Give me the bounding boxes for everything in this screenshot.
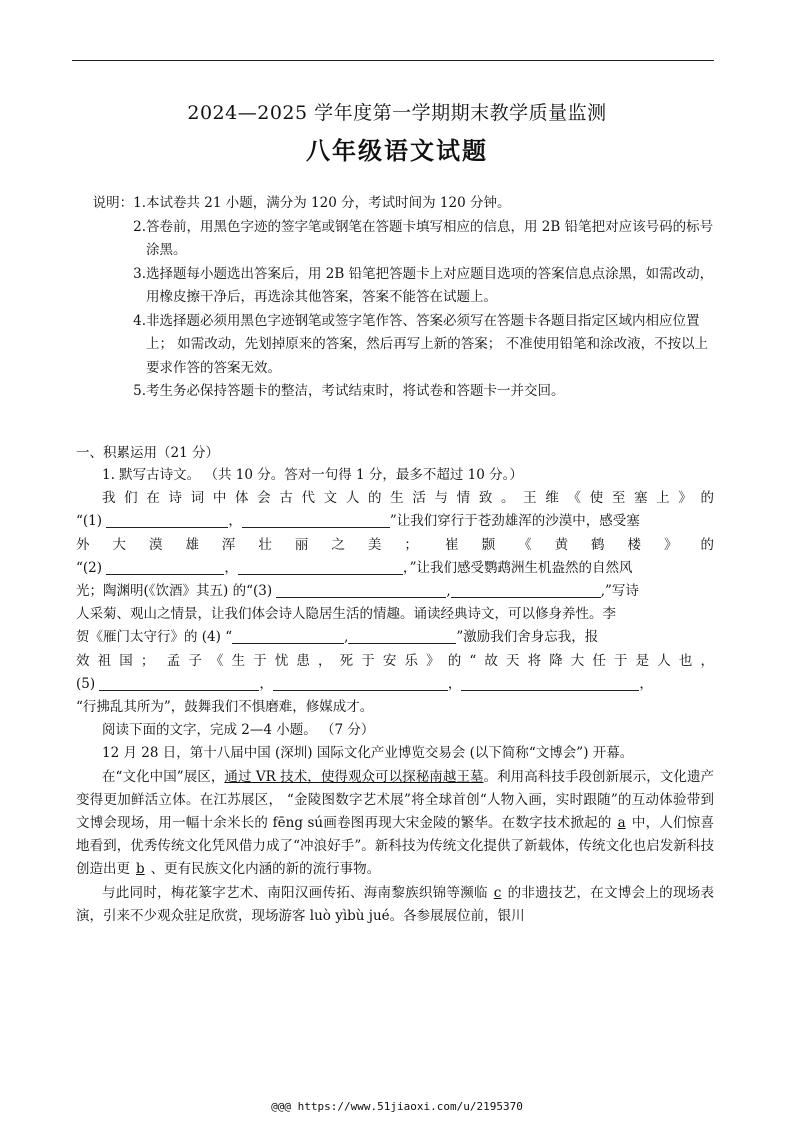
reading-paragraph <box>76 882 714 928</box>
blank-c: c <box>493 884 502 901</box>
answer-blank[interactable] <box>232 628 344 644</box>
question-1-line <box>76 673 714 696</box>
question-1-line <box>76 510 714 533</box>
passage-text: 在“文化中国”展区， <box>102 768 225 785</box>
question-text: ，”让我们感受鹦鹉洲生机盎然的自然风 <box>402 559 633 576</box>
passage-text: 的非遗技艺，在文博会上的现场表演，引来不少观众驻足欣赏，现场游客 luò yìbù jué。各参展展位前，银川 <box>76 884 715 924</box>
reading-paragraph <box>76 766 714 882</box>
instruction-text: 本试卷共 21 小题，满分为 120 分，考试时间为 120 分钟。 <box>146 195 511 211</box>
instruction-item <box>76 380 716 404</box>
blank-a: a <box>617 815 626 832</box>
reading-intro: 阅读下面的文字，完成 2—4 小题。 （7 分） <box>102 722 375 739</box>
instruction-item <box>76 216 716 263</box>
answer-blank[interactable] <box>99 675 259 691</box>
blank-label: “(1) <box>76 513 103 530</box>
punct: ， <box>259 675 273 692</box>
question-1-line <box>76 557 714 580</box>
answer-blank[interactable] <box>242 512 390 528</box>
instruction-number: 说明：1. <box>92 195 146 211</box>
instruction-item <box>76 192 716 216</box>
question-text: ”激励我们舍身忘我，报 <box>456 629 599 646</box>
blank-label: (5) <box>76 675 96 692</box>
reading-paragraph: 12 月 28 日，第十八届中国 (深圳) 国际文化产业博览交易会 (以下简称“文博会”) 开幕。 <box>102 745 634 762</box>
passage-text: 与此同时，梅花篆字艺术、南阳汉画传拓、海南黎族织锦等濒临 <box>102 884 488 901</box>
question-1-heading: 1. 默写古诗文。 （共 10 分。答对一句得 1 分，最多不超过 10 分。） <box>102 467 523 483</box>
question-text: ”让我们穿行于苍劲雄浑的沙漠中，感受塞 <box>389 513 640 530</box>
question-1-line <box>76 626 714 649</box>
answer-blank[interactable] <box>348 628 456 644</box>
instruction-number: 5. <box>133 383 146 399</box>
top-rule <box>72 60 714 61</box>
question-1-line: 我们在诗词中体会古代文人的生活与情致。王维《使至塞上》的 <box>102 490 714 507</box>
question-1-line: 外大漠雄浑壮丽之美； 崔颢《黄鹤楼》的 <box>76 536 714 553</box>
blank-b: b <box>136 861 145 878</box>
passage-text: 、更有民族文化内涵的新的流行事物。 <box>150 861 381 878</box>
instructions <box>76 192 716 404</box>
instruction-number: 4. <box>133 312 146 329</box>
question-text: ,”写诗 <box>600 583 639 600</box>
instruction-number: 2. <box>133 218 146 235</box>
question-content <box>76 464 714 928</box>
exam-subtitle: 八年级语文试题 <box>306 136 488 165</box>
passage-text: 中，人们惊喜地看到，优秀传统文化凭风借力成了“冲浪好手”。新科技为传统文化提供了新载体，传统文化也启发新科技创造出更 <box>76 815 715 878</box>
footer-watermark: @@@ https://www.51jiaoxi.com/u/2195370 <box>271 1100 523 1113</box>
punct: ， <box>639 675 653 692</box>
underlined-sentence: 通过 VR 技术，使得观众可以探秘南越王墓 <box>224 768 484 785</box>
punct: , <box>344 629 349 646</box>
exam-title: 2024—2025 学年度第一学期期末教学质量监测 <box>187 102 607 124</box>
answer-blank[interactable] <box>276 582 446 598</box>
punct: , <box>446 583 451 600</box>
instruction-item <box>76 310 716 381</box>
instruction-text: 答卷前，用黑色字迹的签字笔或钢笔在答题卡填写相应的信息，用 2B 铅笔把对应该号码的标号涂黑。 <box>146 218 714 258</box>
question-1-line: 效祖国； 孟子《生于忧患，死于安乐》的“故天将降大任于是人也， <box>76 652 714 669</box>
instruction-text: 非选择题必须用黑色字迹钢笔或签字笔作答、答案必须写在答题卡各题目指定区域内相应位置上； 如需改动，先划掉原来的答案，然后再写上新的答案； 不准使用铅笔和涂改液，不按以上要求作答的答案无效。 <box>146 312 709 376</box>
instruction-text: 选择题每小题选出答案后，用 2B 铅笔把答题卡上对应题目选项的答案信息点涂黑，如需改动，用橡皮擦干净后，再选涂其他答案，答案不能答在试题上。 <box>146 265 714 305</box>
answer-blank[interactable] <box>238 559 403 575</box>
instruction-number: 3. <box>133 265 146 282</box>
question-1-line <box>76 580 714 603</box>
punct: ， <box>228 513 242 530</box>
punct: ， <box>224 559 238 576</box>
instruction-text: 考生务必保持答题卡的整洁，考试结束时，将试卷和答题卡一并交回。 <box>146 383 565 399</box>
question-1-line: “行拂乱其所为”，鼓舞我们不惧磨难，修媒成才。 <box>76 699 374 716</box>
answer-blank[interactable] <box>451 582 601 598</box>
answer-blank[interactable] <box>106 512 228 528</box>
answer-blank[interactable] <box>106 559 224 575</box>
section-heading: 一、积累运用（21 分） <box>76 445 219 461</box>
passage-text: 。利用高科技手段创新展示，文化遗产变得更加鲜活立体。在江苏展区， “金陵图数字艺术展”将全球首创“人物入画，实时跟随”的互动体验带到文博会现场，用一幅十余米长的 fēng sú画卷图再现大宋金陵的繁华。在数字技术掀起的 <box>76 768 715 832</box>
blank-label: “(2) <box>76 559 103 576</box>
punct: ， <box>447 675 462 692</box>
question-text: 贺《雁门太守行》的 (4) “ <box>76 629 233 646</box>
answer-blank[interactable] <box>461 675 639 691</box>
question-text: 光；陶渊明(《饮酒》其五) 的“(3) <box>76 583 273 600</box>
instruction-item <box>76 263 716 310</box>
question-1-line: 人采菊、观山之情景，让我们体会诗人隐居生活的情趣。诵读经典诗文，可以修身养性。李 <box>76 606 616 623</box>
answer-blank[interactable] <box>273 675 448 691</box>
